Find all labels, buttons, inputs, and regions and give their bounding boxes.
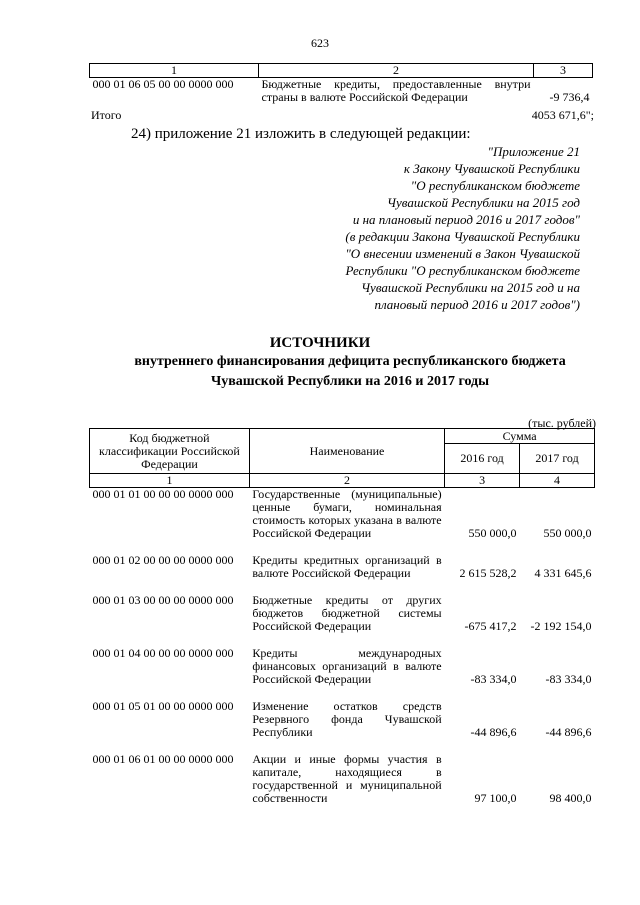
row-value-2017: 98 400,0 bbox=[549, 791, 592, 805]
row-value-2017: -44 896,6 bbox=[545, 725, 592, 739]
header-code: Код бюджетной классификации Российской Федерации bbox=[90, 429, 250, 474]
row-value: -9 736,4 bbox=[549, 90, 590, 104]
row-value-2016: -83 334,0 bbox=[470, 672, 517, 686]
col-number-1: 1 bbox=[90, 474, 250, 488]
row-value-2016: -44 896,6 bbox=[470, 725, 517, 739]
appendix-line: и на плановый период 2016 и 2017 годов" bbox=[352, 212, 580, 227]
row-name: Государственные (муниципальные) ценные бумаги, номинальная стоимость которых указана в валюте Российской Федерации bbox=[252, 487, 442, 540]
row-name: Акции и иные формы участия в капитале, находящиеся в государственной и муниципальной собственности bbox=[252, 752, 442, 805]
appendix-line: к Закону Чувашской Республики bbox=[403, 161, 580, 176]
continued-table-header bbox=[90, 64, 593, 78]
row-value-2016: 2 615 528,2 bbox=[459, 566, 517, 580]
col-number-2: 2 bbox=[249, 474, 444, 488]
row-code: 000 01 04 00 00 00 0000 000 bbox=[92, 646, 234, 660]
appendix-line: Республики "О республиканском бюджете bbox=[345, 263, 580, 278]
continued-table bbox=[89, 63, 593, 104]
appendix-line: "Приложение 21 bbox=[487, 144, 580, 159]
appendix-heading bbox=[300, 143, 580, 313]
header-name: Наименование bbox=[249, 429, 444, 474]
total-label: Итого bbox=[91, 108, 122, 122]
row-value-2017: -2 192 154,0 bbox=[530, 619, 592, 633]
appendix-line: "О внесении изменений в Закон Чувашской bbox=[345, 246, 580, 261]
table-row bbox=[90, 753, 595, 805]
unit-note: (тыс. рублей) bbox=[528, 416, 596, 430]
header-2016: 2016 год bbox=[445, 444, 520, 474]
header-sum: Сумма bbox=[445, 429, 595, 444]
row-value-2017: 4 331 645,6 bbox=[534, 566, 592, 580]
appendix-line: "О республиканском бюджете bbox=[410, 178, 580, 193]
row-name: Изменение остатков средств Резервного фонда Чувашской Республики bbox=[252, 699, 442, 739]
document-subtitle bbox=[60, 352, 640, 392]
row-value-2016: -675 417,2 bbox=[464, 619, 517, 633]
row-name: Кредиты кредитных организаций в валюте Российской Федерации bbox=[252, 553, 442, 580]
col-number-1: 1 bbox=[90, 64, 259, 78]
row-value-2017: -83 334,0 bbox=[545, 672, 592, 686]
appendix-line: (в редакции Закона Чувашской Республики bbox=[345, 229, 580, 244]
col-number-2: 2 bbox=[259, 64, 534, 78]
row-code: 000 01 02 00 00 00 0000 000 bbox=[92, 553, 234, 567]
table-row bbox=[90, 78, 593, 105]
page-number: 623 bbox=[311, 36, 329, 50]
col-number-4: 4 bbox=[520, 474, 595, 488]
row-name: Кредиты международных финансовых организаций в валюте Российской Федерации bbox=[252, 646, 442, 686]
table-row bbox=[90, 594, 595, 633]
row-code: 000 01 03 00 00 00 0000 000 bbox=[92, 593, 234, 607]
total-value: 4053 671,6"; bbox=[531, 108, 594, 122]
row-code: 000 01 01 00 00 00 0000 000 bbox=[92, 487, 234, 501]
row-name: Бюджетные кредиты от других бюджетов бюджетной системы Российской Федерации bbox=[252, 593, 442, 633]
table-row bbox=[90, 488, 595, 541]
financing-sources-table bbox=[89, 428, 595, 805]
col-number-3: 3 bbox=[445, 474, 520, 488]
row-code: 000 01 06 05 00 00 0000 000 bbox=[92, 77, 234, 91]
subtitle-line-1: внутреннего финансирования дефицита республиканского бюджета bbox=[134, 354, 566, 369]
document-title: ИСТОЧНИКИ bbox=[269, 335, 371, 351]
header-2017: 2017 год bbox=[520, 444, 595, 474]
table-row bbox=[90, 647, 595, 686]
row-value-2016: 550 000,0 bbox=[468, 526, 517, 540]
appendix-line: Чувашской Республики на 2015 год bbox=[387, 195, 580, 210]
row-value-2017: 550 000,0 bbox=[543, 526, 592, 540]
appendix-line: плановый период 2016 и 2017 годов") bbox=[374, 297, 580, 312]
subtitle-line-2: Чувашской Республики на 2016 и 2017 годы bbox=[210, 374, 490, 389]
row-code: 000 01 06 01 00 00 0000 000 bbox=[92, 752, 234, 766]
amendment-instruction: 24) приложение 21 изложить в следующей редакции: bbox=[131, 126, 471, 142]
col-number-3: 3 bbox=[534, 64, 593, 78]
appendix-line: Чувашской Республики на 2015 год и на bbox=[361, 280, 580, 295]
table-row bbox=[90, 554, 595, 580]
row-code: 000 01 05 01 00 00 0000 000 bbox=[92, 699, 234, 713]
row-name: Бюджетные кредиты, предоставленные внутри страны в валюте Российской Федерации bbox=[261, 77, 531, 104]
table-row bbox=[90, 700, 595, 739]
row-value-2016: 97 100,0 bbox=[474, 791, 517, 805]
